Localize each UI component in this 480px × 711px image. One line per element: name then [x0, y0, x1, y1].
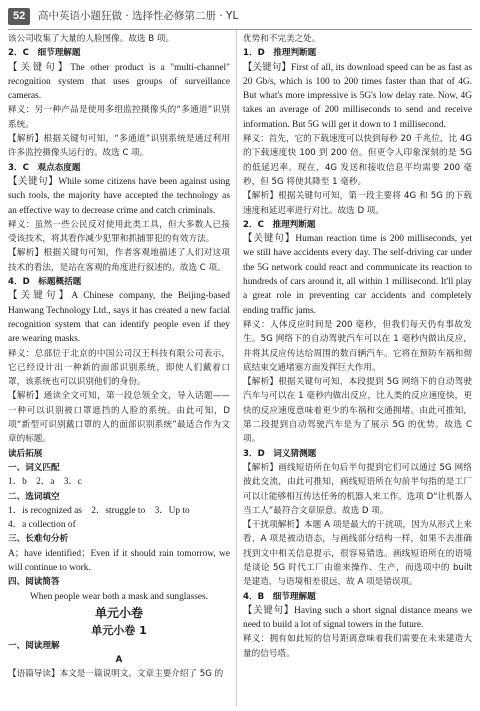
- column-divider: [236, 30, 237, 706]
- right-paragraph: 【关键句】Human reaction time is 200 milliseconds, yet we still have accidents every day. The self-driving car under the 5G network could react and communicate its reaction to hundreds of cars around it, all within 1 millisecond. It'll play a great role in preventing car accidents and completely ending traffic jams.: [243, 234, 472, 316]
- left-paragraph: 4．D 标题概括题: [8, 277, 82, 288]
- right-paragraph: 【解析】根据关键句可知，第一段主要将 4G 和 5G 的下载速度和延迟率进行对比。故选 D 项。: [243, 191, 472, 216]
- right-paragraph: 1．D 推理判断题: [243, 48, 317, 59]
- right-paragraph: 释义：拥有如此短的信号距离意味着我们需要在未来建造大量的信号塔。: [243, 634, 472, 659]
- left-paragraph: 4．a collection of: [8, 520, 76, 531]
- right-paragraph: 【关键句】First of all, its download speed can be as fast as 20 Gb/s, which is 100 to 200 times faster than that of 4G. But what's more impressive is 5G's low delay rate. Now, 4G takes an average of 200 milliseconds to send and receive information. But 5G will get it down to 1 millisecond.: [243, 62, 472, 130]
- left-paragraph: 【语篇导读】本文是一篇说明文。文章主要介绍了 5G 的: [8, 669, 224, 680]
- right-paragraph: 4．B 细节理解题: [243, 591, 316, 602]
- left-paragraph: When people wear both a mask and sunglasses.: [29, 591, 209, 602]
- left-paragraph: 一、词义匹配: [8, 462, 60, 473]
- right-paragraph: 【解析】画线短语所在句后半句提到它们可以通过 5G 网络彼此交流，由此可推知，画线短语所在句前半句指的是工厂可以让能够相互传达任务的机器人来工作。选项 D“让机器人当工人”最符合文章原意。故选 D 项。: [243, 462, 472, 516]
- left-paragraph: 二、选词填空: [8, 491, 60, 502]
- right-paragraph: 释义：首先，它的下载速度可以快到每秒 20 千兆位，比 4G 的下载速度快 100 到 200 倍。但更令人印象深刻的是 5G 的低延迟率。现在，4G 发送和接收信息平均需要 200 毫秒，但 5G 将使其降至 1 毫秒。: [243, 134, 472, 187]
- header-rule: [8, 29, 472, 30]
- left-paragraph: A；have identified；Even if it should rain tomorrow, we will continue to work.: [8, 548, 230, 573]
- right-paragraph: 释义：人体反应时间是 200 毫秒，但我们每天仍有事故发生。5G 网络下的自动驾驶汽车可以在 1 毫秒内做出反应，并将其反应传达给周围的数百辆汽车。它将在预防车祸和彻底结束交通堵塞方面发挥巨大作用。: [243, 319, 472, 373]
- left-paragraph: 【关键句】While some citizens have been against using such tools, the majority have accepted the technology as an effective way to decrease crime and catch criminals.: [8, 176, 230, 216]
- right-paragraph: 优势和不完美之处。: [243, 34, 321, 44]
- left-paragraph: 2．C 细节理解题: [8, 48, 81, 59]
- book-title: 高中英语小题狂做 · 选择性必修第二册 · YL: [38, 10, 239, 22]
- right-paragraph: 3．D 词义猜测题: [243, 448, 317, 459]
- left-paragraph: 【解析】根据关键句可知，作者客观地描述了人们对这项技术的看法，是站在客观的角度进行叙述的。故选 C 项。: [8, 248, 230, 273]
- left-paragraph: 释义：总部位于北京的中国公司汉王科技有限公司表示，它已经设计出一种新的面部识别系统，即使人们戴着口罩，该系统也可以识别他们的身份。: [8, 348, 230, 388]
- left-paragraph: 【关键句】The other product is a "multi-channel" recognition system that uses groups of surveillance cameras.: [8, 62, 230, 102]
- right-paragraph: 2．C 推理判断题: [243, 219, 316, 230]
- left-paragraph: 【关键句】A Chinese company, the Beijing-based Hanwang Technology Ltd., says it has created a new facial recognition system that can identify people even if they are wearing masks.: [8, 291, 230, 345]
- left-paragraph: 一、阅读理解: [8, 640, 60, 651]
- right-paragraph: 【关键句】Having such a short signal distance means we need to build a lot of signal towers in the future.: [243, 605, 472, 631]
- left-paragraph: 【解析】通读全文可知，第一段总领全文，导入话题——一种可以识别被口罩遮挡的人脸的系统。由此可知，D 项“新型可识别戴口罩的人的面部识别系统”最适合作为文章的标题。: [8, 391, 230, 445]
- left-paragraph: 单元小卷: [94, 605, 143, 620]
- left-paragraph: 读后拓展: [8, 448, 43, 459]
- left-paragraph: 单元小卷 1: [91, 623, 147, 637]
- left-paragraph: 3．C 观点态度题: [8, 162, 81, 173]
- page-header: [8, 8, 472, 26]
- left-paragraph: 1．is recognized as 2．struggle to 3．Up to: [8, 505, 190, 516]
- left-paragraph: 四、阅读简答: [8, 577, 60, 588]
- right-paragraph: 【解析】根据关键句可知，本段提到 5G 网络下的自动驾驶汽车与可以在 1 毫秒内做出反应，比人类的反应速度快，更快的反应速度意味着更少的车祸和交通拥堵。由此可推知，第二段提到自动驾驶汽车是为了展示 5G 的优势。故选 C 项。: [243, 377, 472, 445]
- left-paragraph: 释义：虽然一些公民反对使用此类工具，但大多数人已接受该技术，将其看作减少犯罪和抓捕罪犯的有效方法。: [8, 219, 230, 245]
- left-paragraph: 三、长难句分析: [8, 534, 69, 545]
- left-paragraph: A: [115, 655, 123, 666]
- right-column: [243, 32, 472, 661]
- left-paragraph: 1．b 2．a 3．c: [8, 477, 82, 488]
- left-paragraph: 释义：另一种产品是使用多组监控摄像头的“多通道”识别系统。: [8, 105, 230, 130]
- right-paragraph: 【干扰项解析】本题 A 项是最大的干扰项，因为从形式上来看，A 项是被动语态，与画线部分结构一样，如果不去准确找到文中相关信息提示，很容易错选。画线短语所在的语境是谈论 5G 时代工厂由谁来操作、生产，而选项中的 built 是建造，与语境相差很远，故 A 项是错误项。: [243, 520, 472, 588]
- left-column: [8, 32, 230, 682]
- left-paragraph: 该公司收集了大量的人脸图像。故选 B 项。: [8, 34, 175, 44]
- page-number: 52: [8, 8, 30, 25]
- left-paragraph: 【解析】根据关键句可知，“多通道”识别系统是通过利用许多监控摄像头运行的。故选 C 项。: [8, 134, 230, 159]
